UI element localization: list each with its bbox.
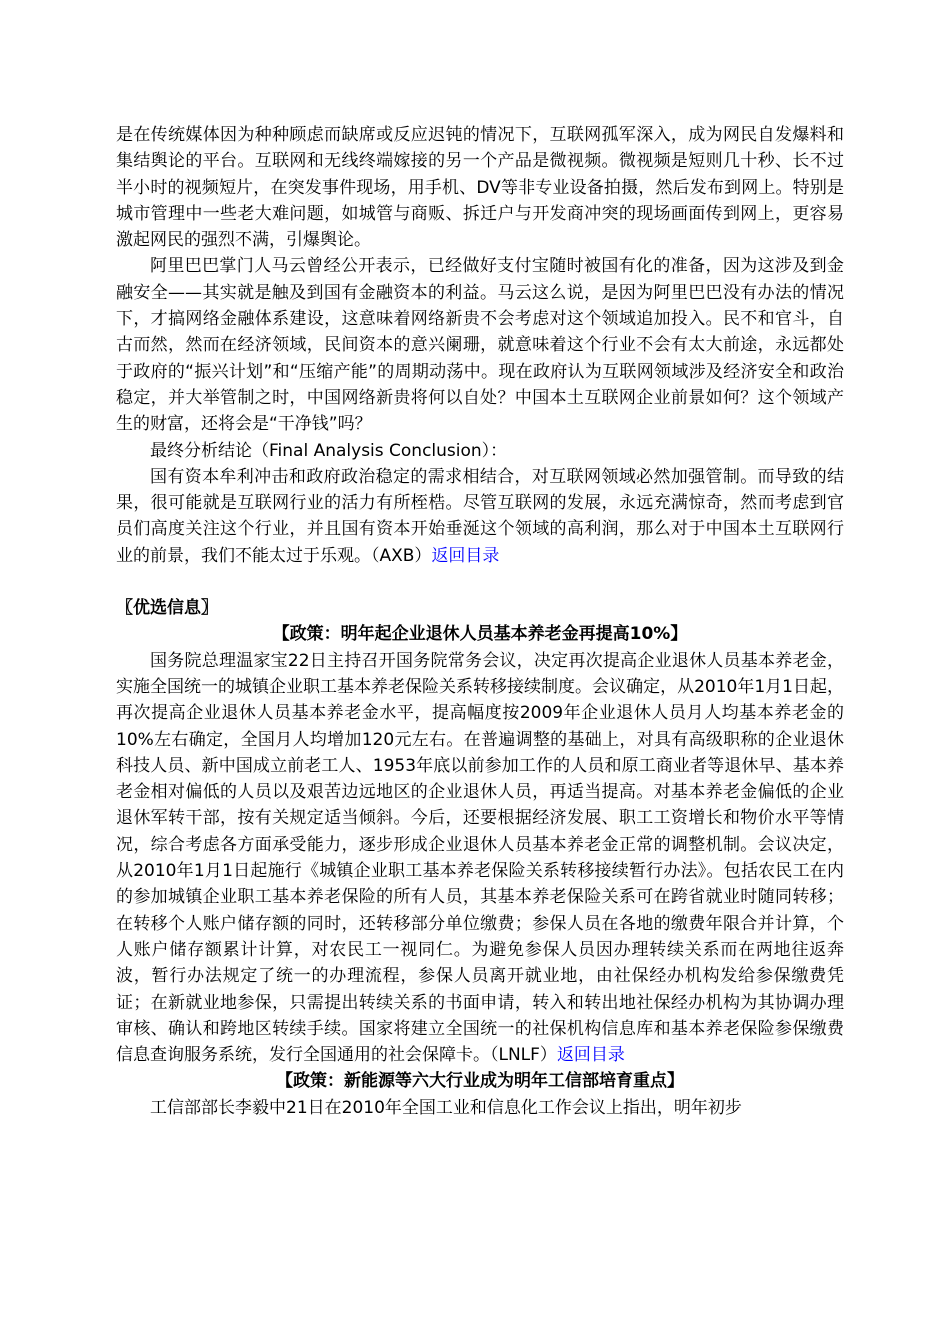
- article-title-new-energy: 【政策：新能源等六大行业成为明年工信部培育重点】: [276, 1071, 684, 1092]
- paragraph-conclusion: [116, 464, 844, 569]
- paragraph-internet-media: 是在传统媒体因为种种顾虑而缺席或反应迟钝的情况下，互联网孤军深入，成为网民自发爆料和集结舆论的平台。互联网和无线终端嫁接的另一个产品是微视频。微视频是短则几十秒、长不过半小时的视频短片，在突发事件现场，用手机、DV等非专业设备拍摄，然后发布到网上。特别是城市管理中一些老大难问题，如城管与商贩、拆迁户与开发商冲突的现场画面传到网上，更容易激起网民的强烈不满，引爆舆论。: [116, 125, 844, 251]
- article-title-pension: 【政策：明年起企业退休人员基本养老金再提高10%】: [272, 624, 688, 645]
- article-body-new-energy: 工信部部长李毅中21日在2010年全国工业和信息化工作会议上指出，明年初步: [150, 1097, 742, 1118]
- section-spacer: [116, 569, 844, 595]
- article-body-pension: [116, 648, 844, 1069]
- back-to-toc-link[interactable]: 返回目录: [556, 1045, 625, 1066]
- paragraph-conclusion-label: 最终分析结论（Final Analysis Conclusion）：: [150, 440, 508, 461]
- back-to-toc-link[interactable]: 返回目录: [431, 545, 500, 566]
- conclusion-text: 国有资本牟利冲击和政府政治稳定的需求相结合，对互联网领域必然加强管制。而导致的结果，很可能就是互联网行业的活力有所桎梏。尽管互联网的发展，永远充满惊奇，然而考虑到官员们高度关注这个行业，并且国有资本开始垂涎这个领域的高利润，那么对于中国本土互联网行业的前景，我们不能太过于乐观。（AXB）: [116, 466, 844, 566]
- pension-text: 国务院总理温家宝22日主持召开国务院常务会议，决定再次提高企业退休人员基本养老金，实施全国统一的城镇企业职工基本养老保险关系转移接续制度。会议确定，从2010年1月1日起，再次提高企业退休人员基本养老金水平，提高幅度按2009年企业退休人员月人均基本养老金的10%左右确定，全国月人均增加120元左右。在普遍调整的基础上，对具有高级职称的企业退休科技人员、新中国成立前老工人、1953年底以前参加工作的人员和原工商业者等退休早、基本养老金相对偏低的人员以及艰苦边远地区的企业退休人员，再适当提高。对基本养老金偏低的企业退休军转干部，按有关规定适当倾斜。今后，还要根据经济发展、职工工资增长和物价水平等情况，综合考虑各方面承受能力，逐步形成企业退休人员基本养老金正常的调整机制。会议决定，从2010年1月1日起施行《城镇企业职工基本养老保险关系转移接续暂行办法》。包括农民工在内的参加城镇企业职工基本养老保险的所有人员，其基本养老保险关系可在跨省就业时随同转移；在转移个人账户储存额的同时，还转移部分单位缴费；参保人员在各地的缴费年限合并计算，个人账户储存额累计计算，对农民工一视同仁。为避免参保人员因办理转续关系而在两地往返奔波，暂行办法规定了统一的办理流程，参保人员离开就业地，由社保经办机构发给参保缴费凭证；在新就业地参保，只需提出转续关系的书面申请，转入和转出地社保经办机构为其协调办理审核、确认和跨地区转续手续。国家将建立全国统一的社保机构信息库和基本养老保险参保缴费信息查询服务系统，发行全国通用的社会保障卡。（LNLF）: [116, 650, 844, 1066]
- paragraph-alibaba: 阿里巴巴掌门人马云曾经公开表示，已经做好支付宝随时被国有化的准备，因为这涉及到金融安全——其实就是触及到国有金融资本的利益。马云这么说，是因为阿里巴巴没有办法的情况下，才搞网络金融体系建设，这意味着网络新贵不会考虑对这个领域追加投入。民不和官斗，自古而然，然而在经济领域，民间资本的意兴阑珊，就意味着这个行业不会有太大前途，永远都处于政府的“振兴计划”和“压缩产能”的周期动荡中。现在政府认为互联网领域涉及经济安全和政治稳定，并大举管制之时，中国网络新贵将何以自处？中国本土互联网企业前景如何？这个领域产生的财富，还将会是“干净钱”吗？: [116, 256, 844, 435]
- document-content: [116, 122, 844, 1121]
- section-heading: 〖优选信息〗: [116, 598, 218, 619]
